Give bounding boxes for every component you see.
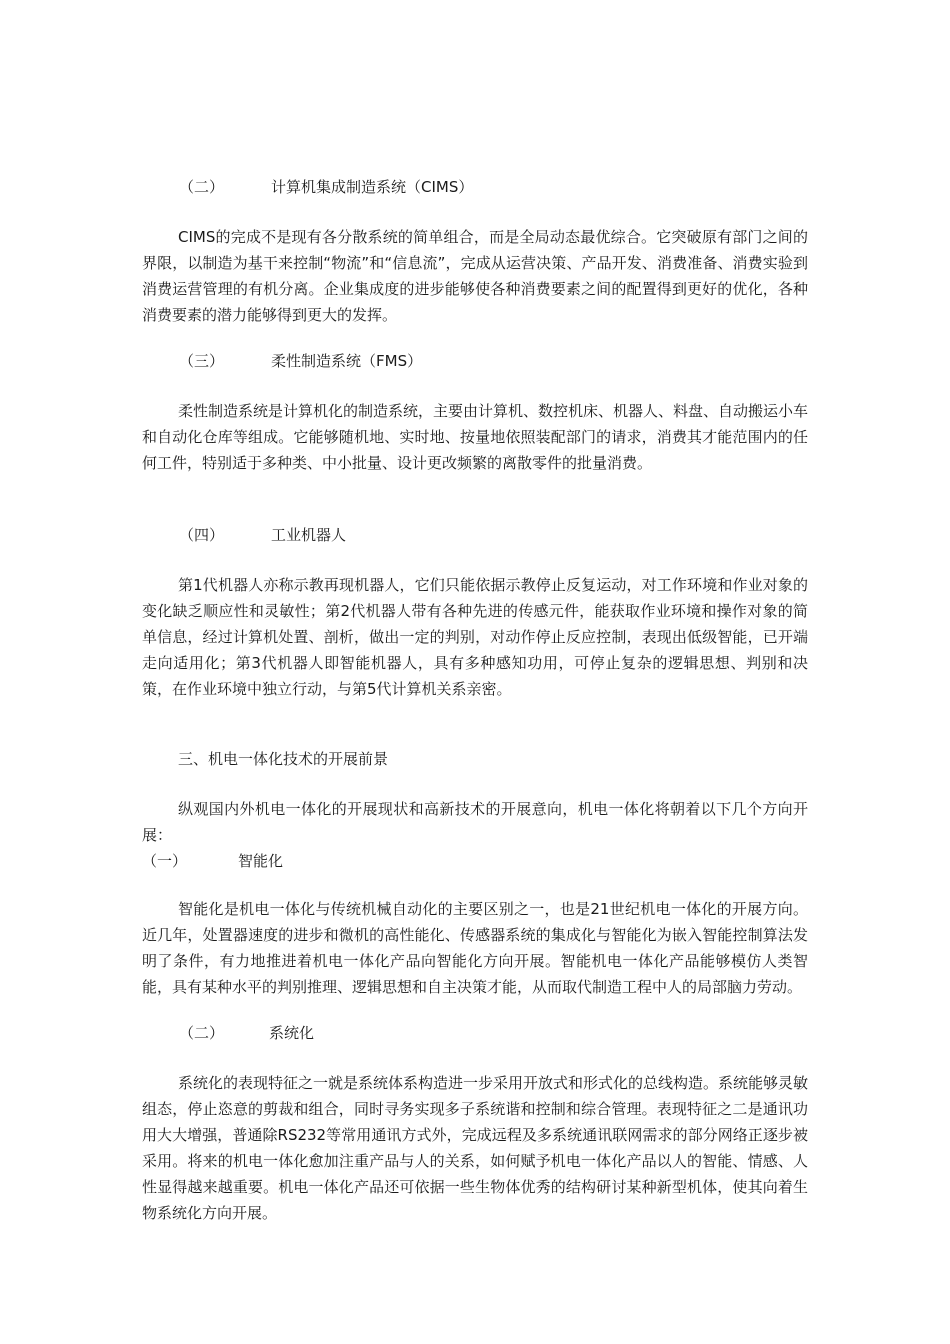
heading-title: 智能化 [238, 852, 284, 870]
heading-cims [142, 174, 808, 200]
paragraph-intelligent: 智能化是机电一体化与传统机械自动化的主要区别之一，也是21世纪机电一体化的开展方向。近几年，处置器速度的进步和微机的高性能化、传感器系统的集成化与智能化为嵌入智能控制算法发明了条件，有力地推进着机电一体化产品向智能化方向开展。智能机电一体化产品能够模仿人类智能，具有某种水平的判别推理、逻辑思想和自主决策才能，从而取代制造工程中人的局部脑力劳动。 [142, 900, 808, 996]
paragraph-systematization: 系统化的表现特征之一就是系统体系构造进一步采用开放式和形式化的总线构造。系统能够灵敏组态，停止恣意的剪裁和组合，同时寻务实现多子系统谐和控制和综合管理。表现特征之二是通讯功用大大增强，普通除RS232等常用通讯方式外，完成远程及多系统通讯联网需求的部分网络正逐步被采用。将来的机电一体化愈加注重产品与人的关系，如何赋予机电一体化产品以人的智能、情感、人性显得越来越重要。机电一体化产品还可依据一些生物体优秀的结构研讨某种新型机体，使其向着生物系统化方向开展。 [142, 1074, 809, 1222]
heading-number: （一） [142, 852, 188, 870]
heading-number: （四） [179, 526, 225, 544]
heading-title: 计算机集成制造系统（CIMS） [271, 178, 474, 196]
paragraph-robot: 第1代机器人亦称示教再现机器人，它们只能依据示教停止反复运动，对工作环境和作业对象的变化缺乏顺应性和灵敏性；第2代机器人带有各种先进的传感元件，能获取作业环境和操作对象的简单信息，经过计算机处置、剖析，做出一定的判别，对动作停止反应控制，表现出低级智能，已开端走向适用化；第3代机器人即智能机器人，具有多种感知功用，可停止复杂的逻辑思想、判别和决策，在作业环境中独立行动，与第5代计算机关系亲密。 [142, 576, 808, 698]
heading-number: （二） [179, 178, 225, 196]
heading-section-3: 三、机电一体化技术的开展前景 [178, 750, 389, 768]
heading-fms [142, 348, 808, 374]
heading-systematization [142, 1020, 808, 1046]
heading-title: 工业机器人 [271, 526, 347, 544]
heading-title: 系统化 [269, 1024, 315, 1042]
heading-number: （二） [179, 1024, 225, 1042]
paragraph-fms: 柔性制造系统是计算机化的制造系统，主要由计算机、数控机床、机器人、料盘、自动搬运小车和自动化仓库等组成。它能够随机地、实时地、按量地依照装配部门的请求，消费其才能范围内的任何工件，特别适于多种类、中小批量、设计更改频繁的离散零件的批量消费。 [142, 402, 809, 472]
heading-intelligent [142, 848, 808, 874]
paragraph-intro: 纵观国内外机电一体化的开展现状和高新技术的开展意向，机电一体化将朝着以下几个方向开展： [142, 800, 808, 844]
heading-robot [142, 522, 808, 548]
heading-title: 柔性制造系统（FMS） [271, 352, 423, 370]
paragraph-cims: CIMS的完成不是现有各分散系统的简单组合，而是全局动态最优综合。它突破原有部门之间的界限，以制造为基干来控制“物流”和“信息流”，完成从运营决策、产品开发、消费准备、消费实验到消费运营管理的有机分离。企业集成度的进步能够使各种消费要素之间的配置得到更好的优化，各种消费要素的潜力能够得到更大的发挥。 [142, 228, 808, 324]
heading-number: （三） [179, 352, 225, 370]
